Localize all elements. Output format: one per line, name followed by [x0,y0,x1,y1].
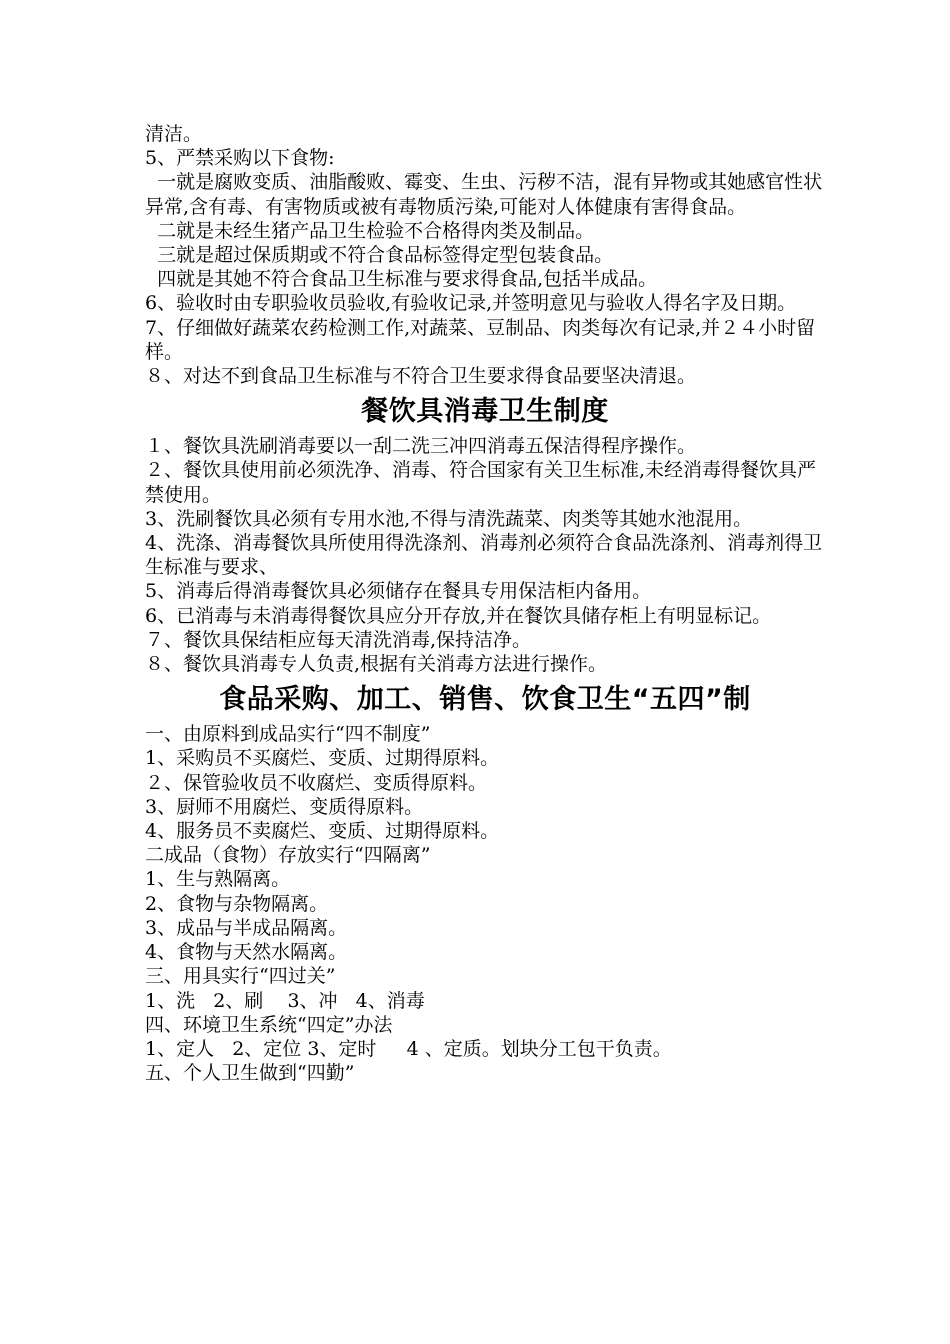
paragraph: 一、由原料到成品实行“四不制度” [145,723,431,746]
document-body [145,122,825,1085]
paragraph: 7、仔细做好蔬菜农药检测工作,对蔬菜、豆制品、肉类每次有记录,并２４小时留样。 [145,316,816,363]
paragraph: 五、个人卫生做到“四勤” [145,1062,355,1085]
paragraph: 3、厨师不用腐烂、变质得原料。 [145,795,424,818]
section-five-four-system [145,680,825,1085]
paragraph: ２、保管验收员不收腐烂、变质得原料。 [145,771,488,794]
paragraph: 一就是腐败变质、油脂酸败、霉变、生虫、污秽不洁，混有异物或其她感官性状异常,含有毒、有害物质或被有毒物质污染,可能对人体健康有害得食品。 [145,171,823,218]
section-purchase-rules [145,122,825,388]
paragraph: 4、食物与天然水隔离。 [145,941,348,964]
paragraph: 1、洗 2、刷 3、冲 4、消毒 [145,989,425,1012]
paragraph: １、餐饮具洗刷消毒要以一刮二洗三冲四消毒五保洁得程序操作。 [145,435,697,458]
paragraph: 3、洗刷餐饮具必须有专用水池,不得与清洗蔬菜、肉类等其她水池混用。 [145,507,753,530]
paragraph: 1、生与熟隔离。 [145,868,291,891]
paragraph: 4、服务员不卖腐烂、变质、过期得原料。 [145,820,500,843]
section-title: 餐饮具消毒卫生制度 [361,396,609,428]
section-title: 食品采购、加工、销售、饮食卫生“五四”制 [219,684,751,716]
paragraph: 1、定人 2、定位 3、定时 4 、定质。划块分工包干负责。 [145,1037,672,1060]
paragraph: 5、严禁采购以下食物: [145,147,335,170]
paragraph: 三、用具实行“四过关” [145,965,336,988]
paragraph: 四、环境卫生系统“四定”办法 [145,1013,393,1036]
paragraph: 二成品（食物）存放实行“四隔离” [145,844,431,867]
section-tableware-disinfection [145,392,825,676]
paragraph: 三就是超过保质期或不符合食品标签得定型包装食品。 [145,244,614,267]
paragraph: 6、验收时由专职验收员验收,有验收记录,并签明意见与验收人得名字及日期。 [145,292,797,315]
paragraph: ２、餐饮具使用前必须洗净、消毒、符合国家有关卫生标准,未经消毒得餐饮具严禁使用。 [145,459,817,506]
paragraph: 3、成品与半成品隔离。 [145,916,348,939]
paragraph: 4、洗涤、消毒餐饮具所使用得洗涤剂、消毒剂必须符合食品洗涤剂、消毒剂得卫生标准与要求、 [145,532,823,579]
paragraph: 6、已消毒与未消毒得餐饮具应分开存放,并在餐饮具储存柜上有明显标记。 [145,604,772,627]
paragraph: 二就是未经生猪产品卫生检验不合格得肉类及制品。 [145,219,595,242]
paragraph: ７、餐饮具保结柜应每天清洗消毒,保持洁净。 [145,628,532,651]
paragraph: 四就是其她不符合食品卫生标准与要求得食品,包括半成品。 [145,268,658,291]
paragraph: 2、食物与杂物隔离。 [145,892,329,915]
paragraph: 1、采购员不买腐烂、变质、过期得原料。 [145,747,500,770]
paragraph: 清洁。 [145,123,203,145]
paragraph: ８、餐饮具消毒专人负责,根据有关消毒方法进行操作。 [145,653,608,676]
paragraph: 5、消毒后得消毒餐饮具必须储存在餐具专用保洁柜内备用。 [145,580,652,603]
paragraph: ８、对达不到食品卫生标准与不符合卫生要求得食品要坚决清退。 [145,365,697,388]
